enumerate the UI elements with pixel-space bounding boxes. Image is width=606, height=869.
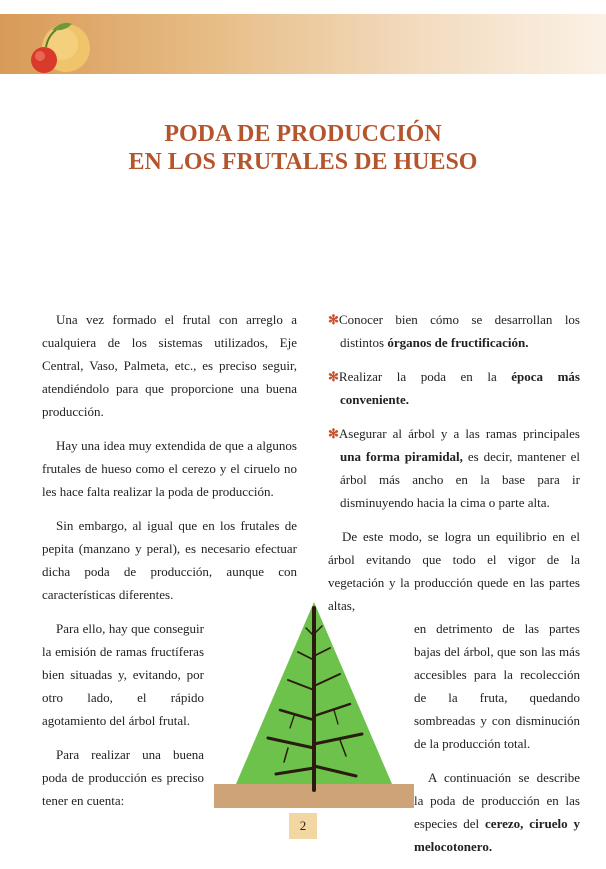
- paragraph: Para realizar una buena poda de producción es preciso tener en cuenta:: [42, 747, 204, 808]
- bullet-item: ✻Realizar la poda en la época más conveniente.: [328, 369, 580, 407]
- page-number: 2: [289, 813, 317, 839]
- paragraph: A continuación se describe la poda de producción en las especies del cerezo, ciruelo y melocotonero.: [414, 770, 580, 854]
- bullet-item: ✻Asegurar al árbol y a las ramas principales una forma piramidal, es decir, mantener el árbol más ancho en la base para ir disminuyendo hacia la cima o parte alta.: [328, 426, 580, 510]
- paragraph: Una vez formado el frutal con arreglo a cualquiera de los sistemas utilizados, Eje Central, Vaso, Palmeta, etc., es preciso seguir, atendiéndolo para que proporcione una buena producción.: [42, 312, 297, 419]
- paragraph: en detrimento de las partes bajas del árbol, que son las más accesibles para la recolección de la fruta, quedando sombreadas y con disminución de la producción total.: [414, 621, 580, 751]
- asterisk-bullet-icon: ✻: [328, 369, 339, 384]
- paragraph: Para ello, hay que conseguir la emisión de ramas fructíferas bien situadas y, evitando, por otro lado, el rápido agotamiento del árbol frutal.: [42, 621, 204, 728]
- title-line-2: EN LOS FRUTALES DE HUESO: [128, 149, 478, 175]
- paragraph: Sin embargo, al igual que en los frutales de pepita (manzano y peral), es necesario efectuar dicha poda de producción, aunque con características diferentes.: [42, 518, 297, 602]
- asterisk-bullet-icon: ✻: [328, 426, 339, 441]
- fruit-logo-icon: [22, 10, 94, 82]
- page-title: [0, 120, 606, 176]
- asterisk-bullet-icon: ✻: [328, 312, 339, 327]
- paragraph: Hay una idea muy extendida de que a algunos frutales de hueso como el cerezo y el ciruelo no les hace falta realizar la poda de producción.: [42, 438, 297, 499]
- paragraph: De este modo, se logra un equilibrio en el árbol evitando que todo el vigor de la vegetación y la producción quede en las partes altas,: [328, 529, 580, 613]
- title-line-1: PODA DE PRODUCCIÓN: [164, 121, 442, 147]
- pyramid-tree-illustration: [214, 598, 414, 808]
- bullet-item: ✻Conocer bien cómo se desarrollan los distintos órganos de fructificación.: [328, 312, 580, 350]
